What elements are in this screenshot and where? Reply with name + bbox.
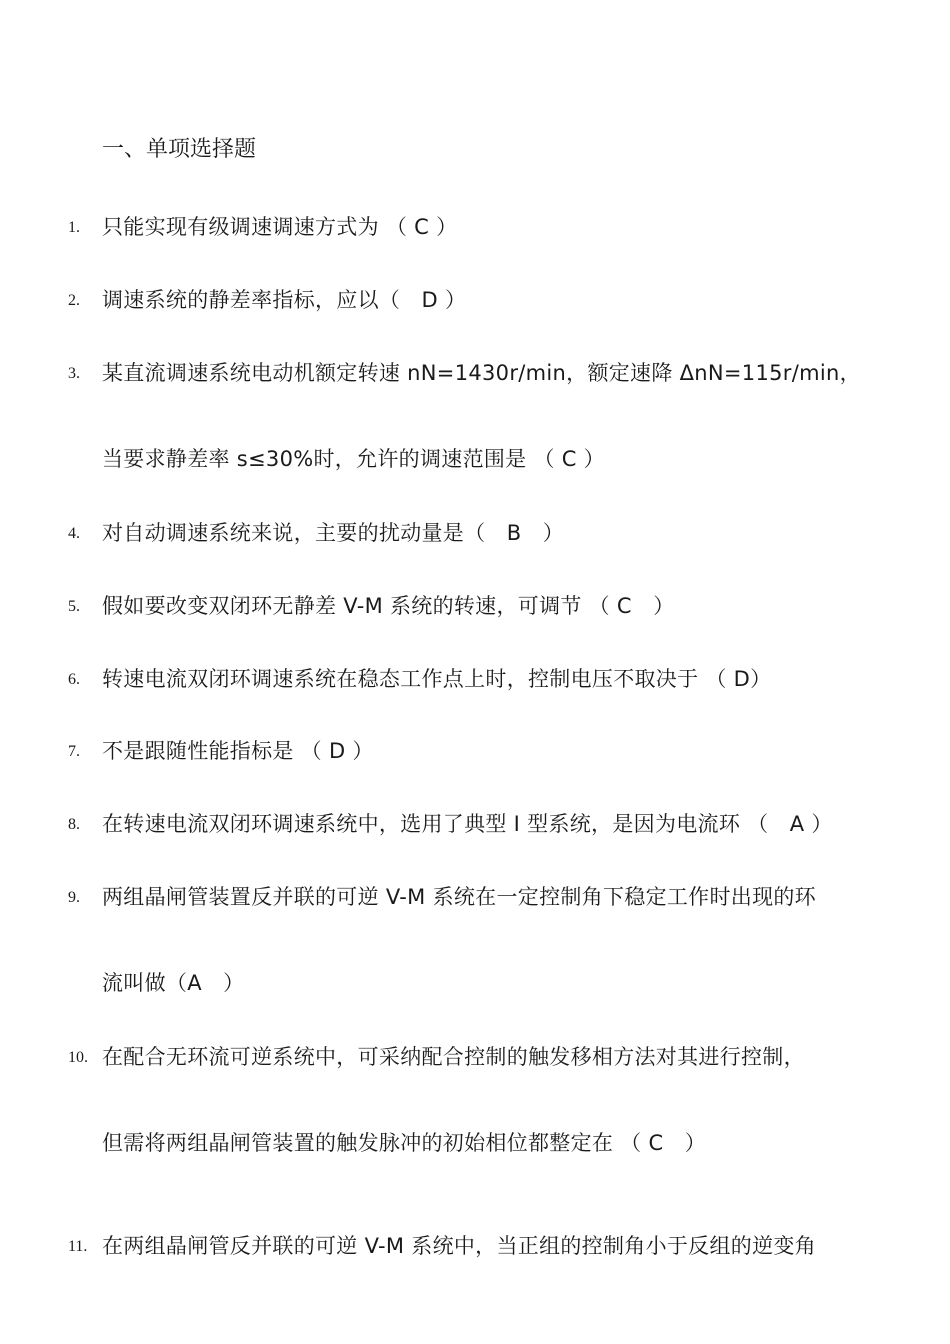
question-number: 7. [68, 743, 80, 760]
question-text-continued: 但需将两组晶闸管装置的触发脉冲的初始相位都整定在 （ C ） [102, 1131, 707, 1155]
question-number: 10. [68, 1049, 88, 1066]
question-number: 11. [68, 1238, 88, 1255]
question-number: 9. [68, 889, 80, 906]
question-text: 调速系统的静差率指标，应以（ D ） [102, 288, 467, 312]
question-text: 不是跟随性能指标是 （ D ） [102, 739, 374, 763]
question-text: 两组晶闸管装置反并联的可逆 V-M 系统在一定控制角下稳定工作时出现的环 [102, 885, 816, 909]
question-number: 1. [68, 219, 80, 236]
question-text: 某直流调速系统电动机额定转速 nN=1430r/min，额定速降 ΔnN=115r/min， [102, 361, 861, 385]
question-number: 6. [68, 671, 80, 688]
question-text: 在配合无环流可逆系统中，可采纳配合控制的触发移相方法对其进行控制， [102, 1045, 805, 1069]
question-text: 转速电流双闭环调速系统在稳态工作点上时，控制电压不取决于 （ D） [102, 667, 772, 691]
question-number: 4. [68, 525, 80, 542]
question-number: 8. [68, 816, 80, 833]
question-text: 在两组晶闸管反并联的可逆 V-M 系统中，当正组的控制角小于反组的逆变角 [102, 1234, 816, 1258]
question-number: 2. [68, 292, 80, 309]
question-text-continued: 当要求静差率 s≤30%时，允许的调速范围是 （ C ） [102, 447, 605, 471]
question-text-continued: 流叫做（A ） [102, 971, 245, 995]
section-title: 一、单项选择题 [102, 137, 257, 162]
question-text: 假如要改变双闭环无静差 V-M 系统的转速，可调节 （ C ） [102, 594, 675, 618]
question-text: 只能实现有级调速调速方式为 （ C ） [102, 215, 458, 239]
question-number: 3. [68, 365, 80, 382]
question-text: 对自动调速系统来说，主要的扰动量是（ B ） [102, 521, 565, 545]
question-text: 在转速电流双闭环调速系统中，选用了典型 I 型系统，是因为电流环 （ A ） [102, 812, 833, 836]
question-number: 5. [68, 598, 80, 615]
